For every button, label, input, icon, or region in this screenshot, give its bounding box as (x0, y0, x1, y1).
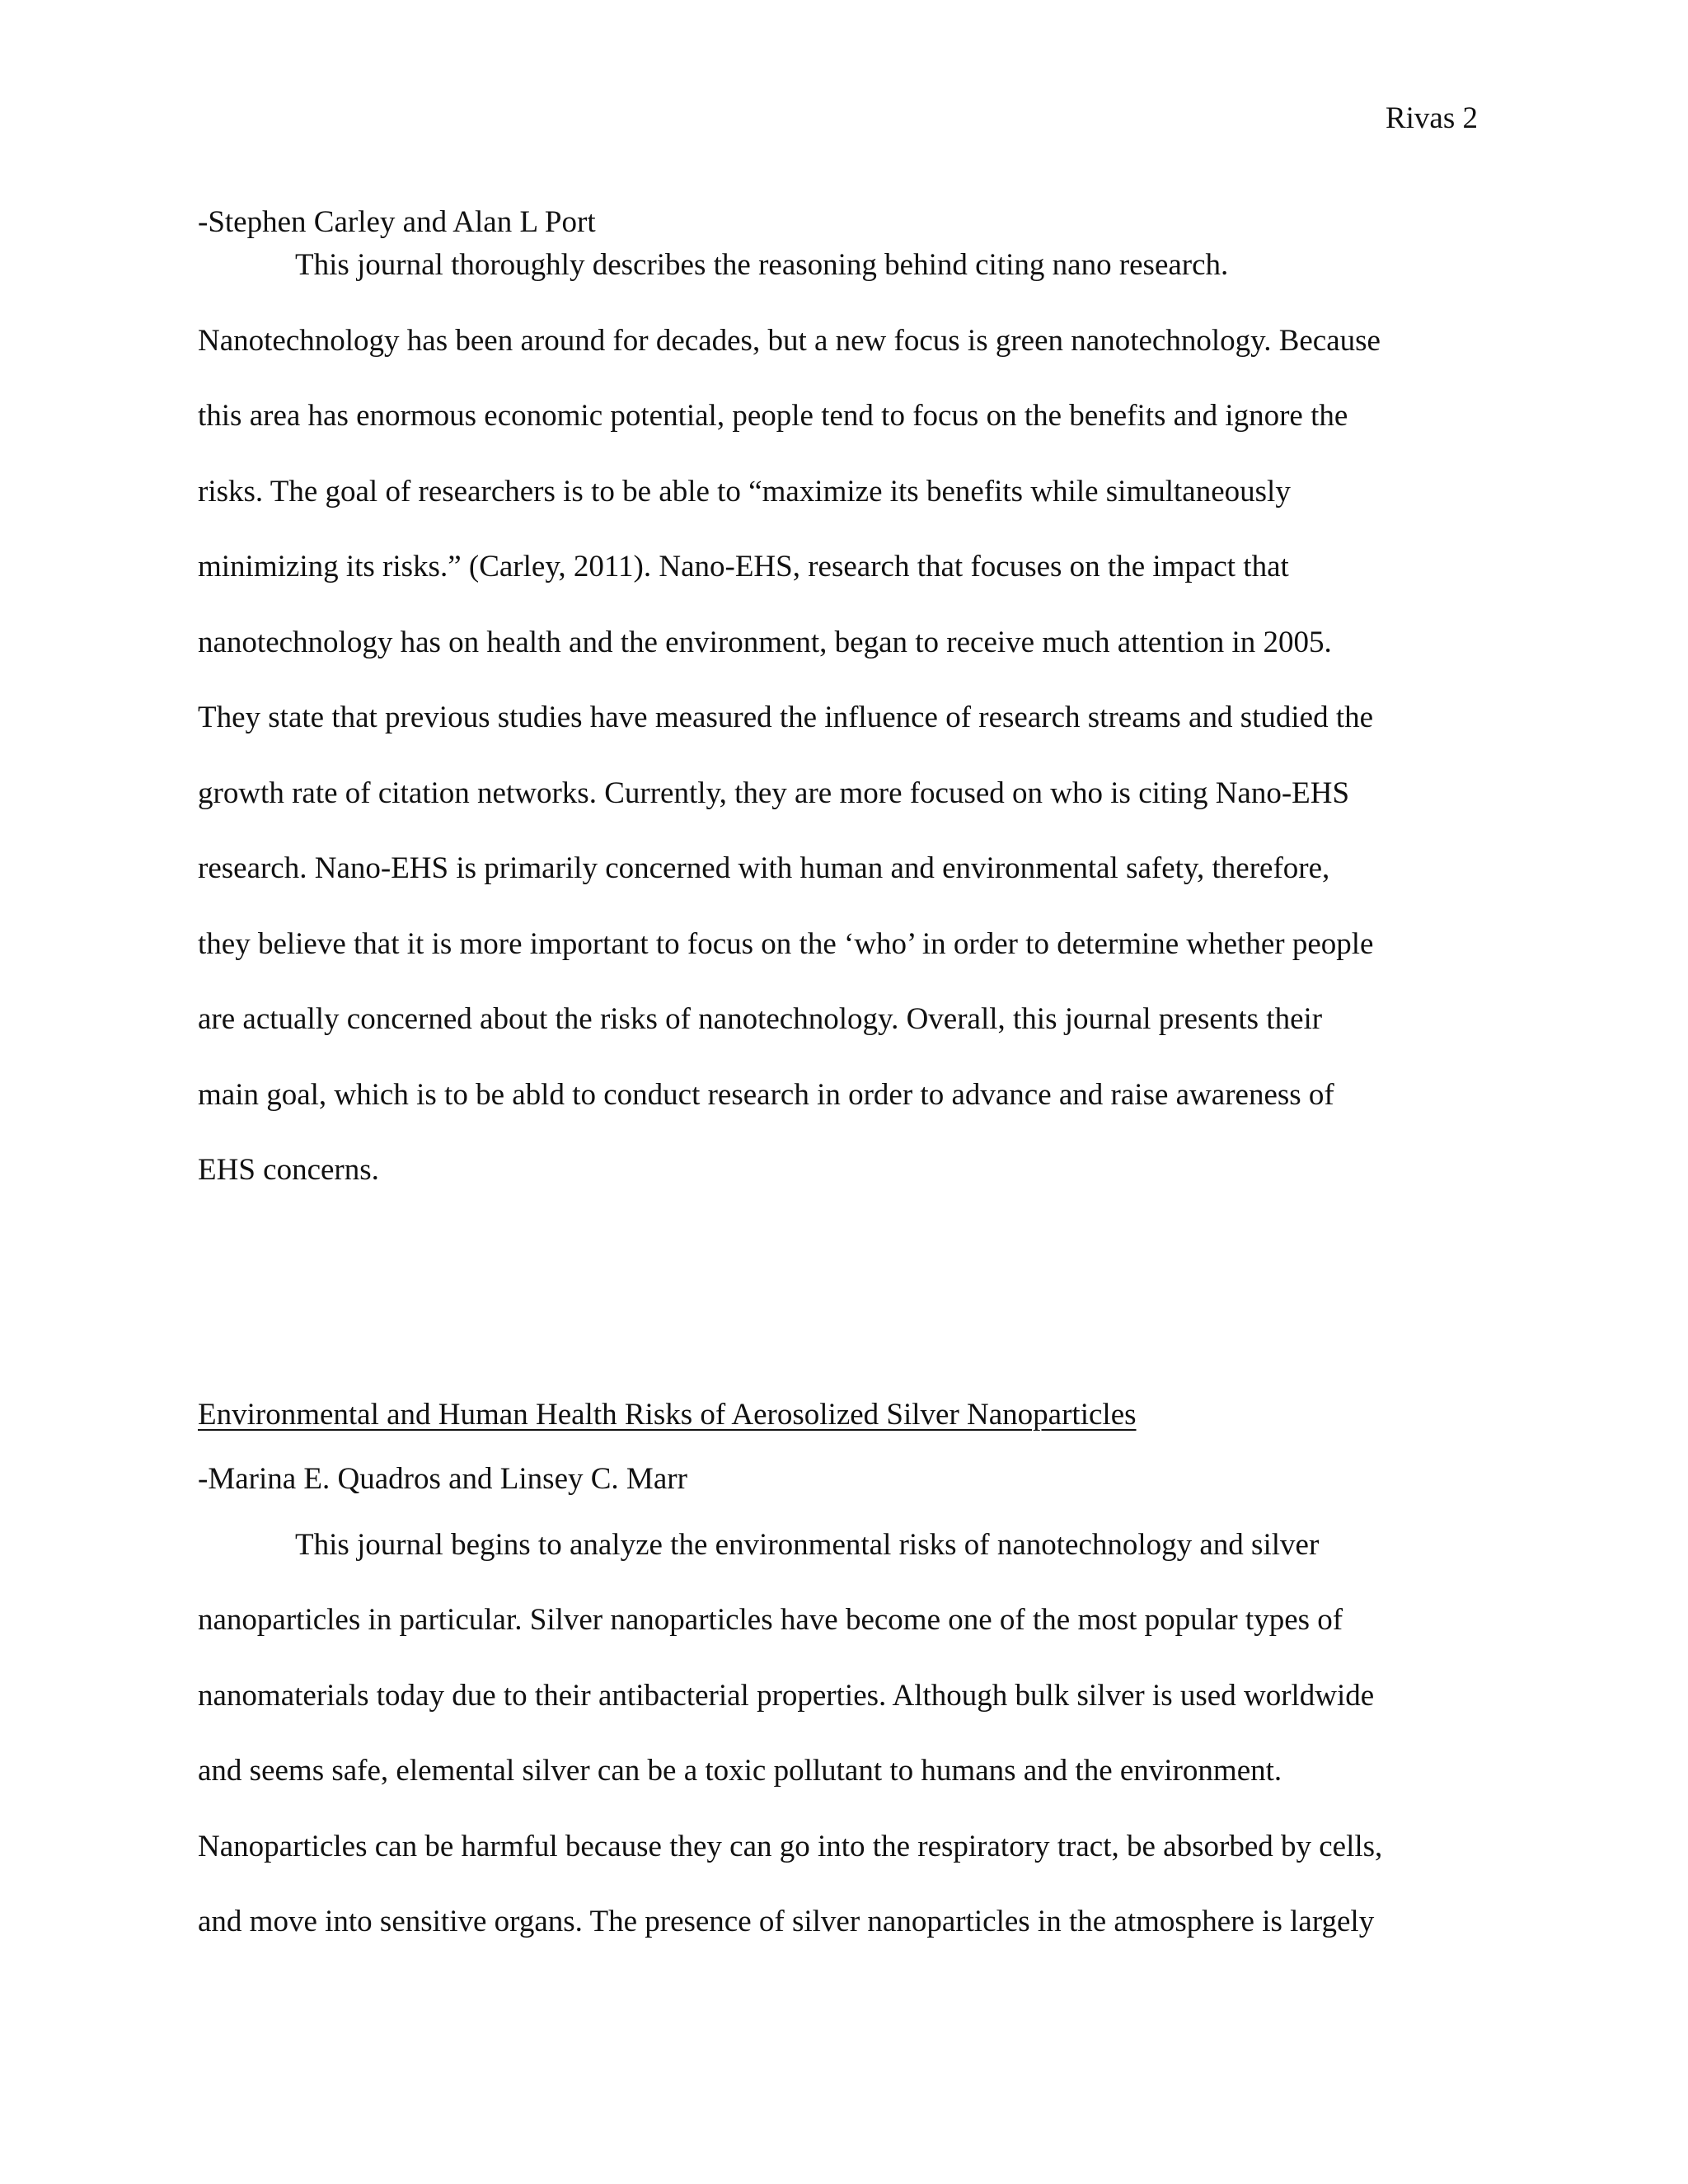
entry1-paragraph (198, 244, 1484, 1225)
entry1-line: growth rate of citation networks. Currently, they are more focused on who is citing Nano-EHS (198, 776, 1350, 810)
document-body (198, 201, 1484, 1976)
page-header-label: Rivas 2 (1385, 101, 1478, 135)
entry1-line: main goal, which is to be abld to conduct research in order to advance and raise awareness of (198, 1077, 1334, 1112)
entry1-line: they believe that it is more important to focus on the ‘who’ in order to determine whether people (198, 926, 1374, 961)
entry2-line: and seems safe, elemental silver can be a toxic pollutant to humans and the environment. (198, 1754, 1282, 1788)
entry1-line: They state that previous studies have measured the influence of research streams and studied the (198, 701, 1374, 734)
entry1-line: risks. The goal of researchers is to be able to “maximize its benefits while simultaneously (198, 474, 1291, 509)
entry2-title-text: Environmental and Human Health Risks of Aerosolized Silver Nanoparticles (198, 1397, 1137, 1432)
entry2-line: and move into sensitive organs. The presence of silver nanoparticles in the atmosphere is largely (198, 1905, 1375, 1938)
entry2-line: nanoparticles in particular. Silver nanoparticles have become one of the most popular types of (198, 1603, 1343, 1637)
section-spacer (198, 1225, 1484, 1394)
entry1-line: minimizing its risks.” (Carley, 2011). Nano-EHS, research that focuses on the impact that (198, 550, 1289, 583)
entry1-line: nanotechnology has on health and the environment, began to receive much attention in 2005. (198, 625, 1332, 659)
entry1-line: this area has enormous economic potential, people tend to focus on the benefits and ignore the (198, 399, 1348, 433)
entry1-authors: -Stephen Carley and Alan L Port (198, 205, 596, 239)
entry2-line: Nanoparticles can be harmful because they can go into the respiratory tract, be absorbed by cells, (198, 1829, 1383, 1863)
entry2-paragraph (198, 1524, 1484, 1976)
entry2-line: This journal begins to analyze the environmental risks of nanotechnology and silver (295, 1527, 1320, 1562)
entry1-line: Nanotechnology has been around for decades, but a new focus is green nanotechnology. Because (198, 323, 1381, 358)
entry2-authors: -Marina E. Quadros and Linsey C. Marr (198, 1461, 687, 1496)
entry1-line: are actually concerned about the risks of nanotechnology. Overall, this journal presents their (198, 1002, 1323, 1036)
entry1-line: This journal thoroughly describes the reasoning behind citing nano research. (295, 248, 1229, 282)
entry2-title (198, 1394, 1484, 1436)
entry1-line: EHS concerns. (198, 1153, 379, 1187)
entry2-line: nanomaterials today due to their antibacterial properties. Although bulk silver is used worldwide (198, 1678, 1375, 1713)
entry1-line: research. Nano-EHS is primarily concerned with human and environmental safety, therefore, (198, 851, 1330, 885)
